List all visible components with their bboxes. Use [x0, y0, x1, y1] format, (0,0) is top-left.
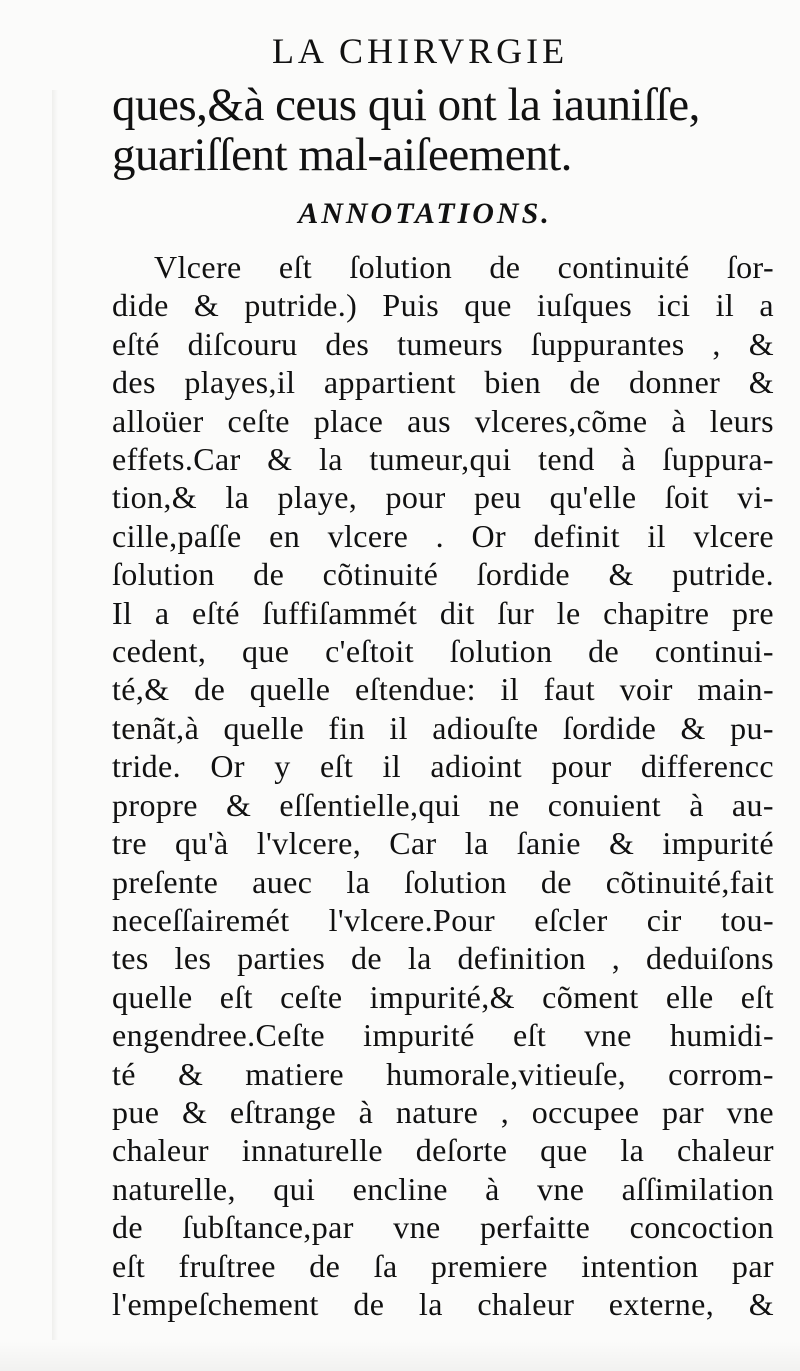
heading-block — [112, 80, 792, 180]
body-line: té,& de quelle eſtendue: il faut voir main- — [112, 671, 774, 708]
running-head: LA CHIRVRGIE — [271, 31, 569, 71]
body-text — [112, 248, 782, 1323]
body-line: des playes,il appartient bien de donner & — [112, 364, 774, 401]
body-line: l'empeſchement de la chaleur externe, & — [112, 1285, 774, 1322]
body-line: eſté diſcouru des tumeurs ſuppurantes , & — [112, 325, 774, 362]
body-line: naturelle, qui encline à vne aſſimilation — [112, 1170, 774, 1207]
page-bottom-shadow — [0, 1341, 800, 1371]
body-line: eſt fruſtree de ſa premiere intention par — [112, 1247, 774, 1284]
body-line: cedent, que c'eſtoit ſolution de continui- — [112, 633, 774, 670]
body-line: alloüer ceſte place aus vlceres,cõme à leurs — [112, 402, 774, 439]
heading-line-2: guariſſent mal-aiſeement. — [112, 129, 572, 181]
body-line: ſolution de cõtinuité ſordide & putride. — [112, 556, 774, 593]
body-line: chaleur innaturelle deſorte que la chaleur — [112, 1132, 774, 1169]
body-line: quelle eſt ceſte impurité,& cõment elle eſt — [112, 978, 774, 1015]
body-line: preſente auec la ſolution de cõtinuité,fait — [112, 863, 774, 900]
body-line: Il a eſté ſuffiſammét dit ſur le chapitre pre — [112, 594, 774, 631]
body-line: neceſſairemét l'vlcere.Pour eſcler cir tou- — [112, 901, 774, 938]
body-line: effets.Car & la tumeur,qui tend à ſuppura- — [112, 441, 774, 478]
body-line: engendree.Ceſte impurité eſt vne humidi- — [112, 1017, 774, 1054]
body-line: propre & eſſentielle,qui ne conuient à au- — [112, 786, 774, 823]
body-line: tre qu'à l'vlcere, Car la ſanie & impurité — [112, 825, 774, 862]
body-line: tion,& la playe, pour peu qu'elle ſoit vi- — [112, 479, 774, 516]
body-line: tenãt,à quelle fin il adiouſte ſordide & pu- — [112, 709, 774, 746]
body-line: dide & putride.) Puis que iuſques ici il a — [112, 287, 774, 324]
body-line: pue & eſtrange à nature , occupee par vne — [112, 1093, 774, 1130]
body-line: Vlcere eſt ſolution de continuité ſor- — [154, 249, 774, 285]
heading-line-1: ques,&à ceus qui ont la iauniſſe, — [112, 79, 700, 131]
body-line: tride. Or y eſt il adioint pour differencc — [112, 748, 774, 785]
page-edge-shadow — [52, 90, 58, 1340]
body-line: té & matiere humorale,vitieuſe, corrom- — [112, 1055, 774, 1092]
body-line: cille,paſſe en vlcere . Or definit il vlcere — [112, 517, 774, 554]
body-line: tes les parties de la definition , deduiſons — [112, 940, 774, 977]
section-title: ANNOTATIONS. — [298, 197, 552, 230]
body-line: de ſubſtance,par vne perfaitte concoction — [112, 1209, 774, 1246]
